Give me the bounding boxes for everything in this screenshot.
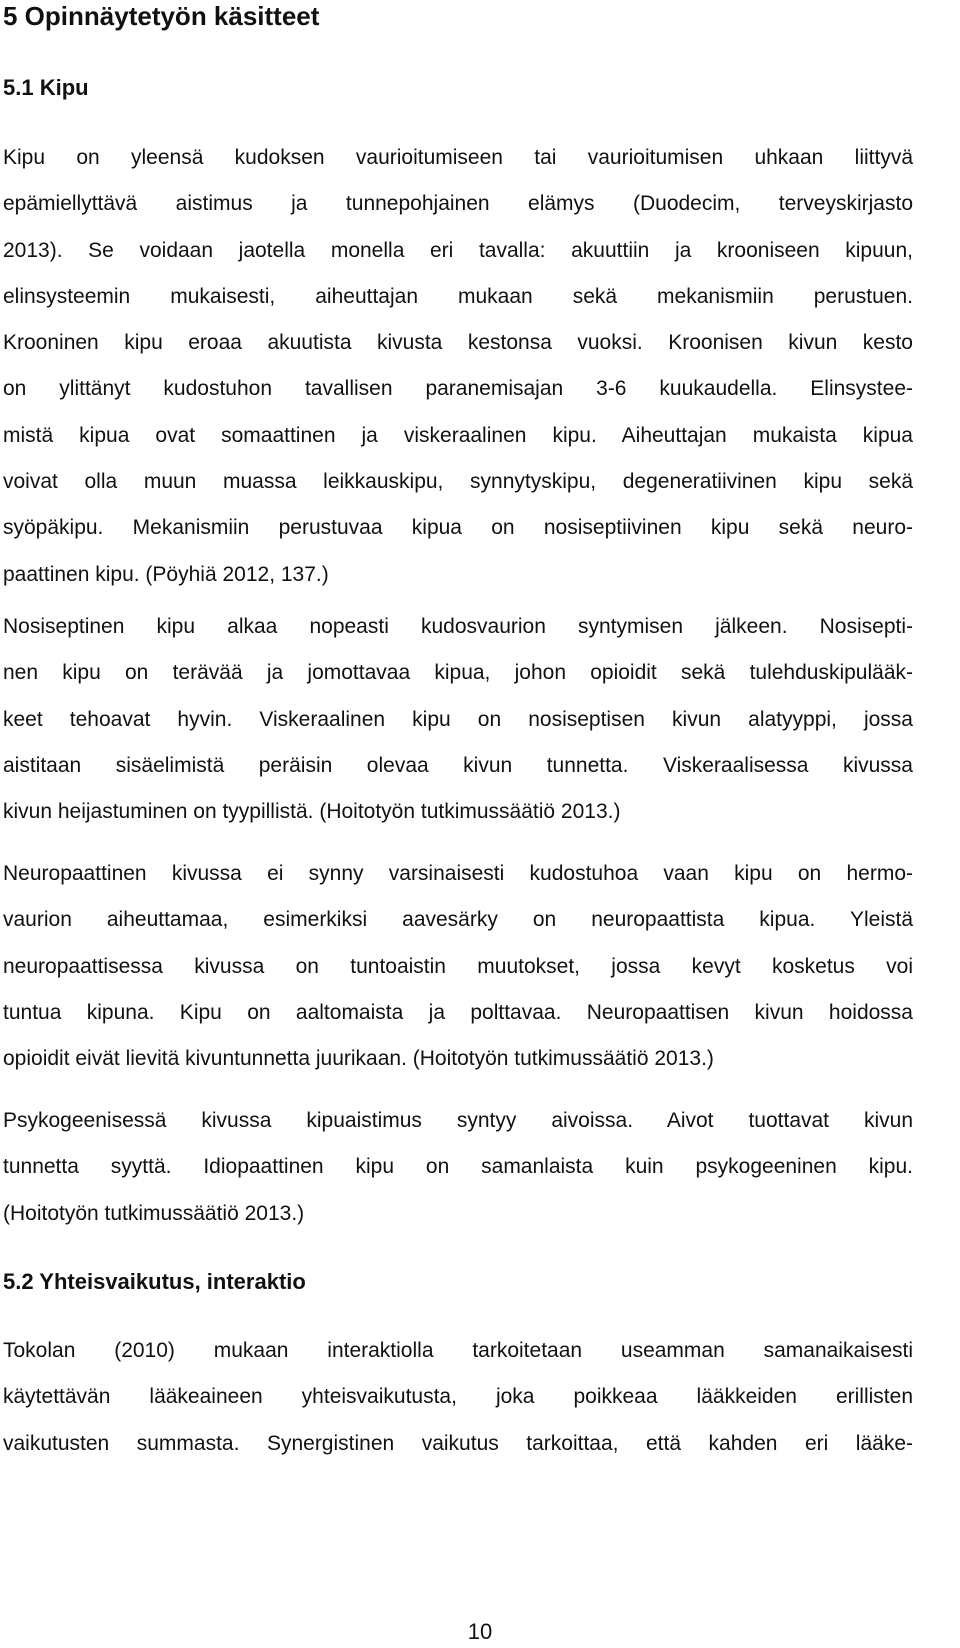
- text-line: Krooninen kipu eroaa akuutista kivusta kestonsa vuoksi. Kroonisen kivun kesto: [3, 331, 913, 355]
- text-line: 2013). Se voidaan jaotella monella eri tavalla: akuuttiin ja krooniseen kipuun,: [3, 238, 913, 262]
- text-line: aistitaan sisäelimistä peräisin olevaa kivun tunnetta. Viskeraalisessa kivussa: [3, 753, 913, 777]
- paragraph-nosiseptinen: [3, 604, 913, 835]
- section-heading-yhteisvaikutus: 5.2 Yhteisvaikutus, interaktio: [3, 1269, 306, 1294]
- text-line: voivat olla muun muassa leikkauskipu, synnytyskipu, degeneratiivinen kipu sekä: [3, 470, 913, 494]
- section-heading-kipu: 5.1 Kipu: [3, 75, 89, 100]
- text-line: käytettävän lääkeaineen yhteisvaikutusta, joka poikkeaa lääkkeiden erillisten: [3, 1385, 913, 1409]
- text-line: paattinen kipu. (Pöyhiä 2012, 137.): [3, 562, 329, 586]
- text-line: Tokolan (2010) mukaan interaktiolla tarkoitetaan useamman samanaikaisesti: [3, 1339, 913, 1362]
- text-line: tunnetta syyttä. Idiopaattinen kipu on samanlaista kuin psykogeeninen kipu.: [3, 1155, 913, 1179]
- text-line: opioidit eivät lievitä kivuntunnetta juurikaan. (Hoitotyön tutkimussäätiö 2013.): [3, 1047, 714, 1071]
- text-line: Neuropaattinen kivussa ei synny varsinaisesti kudostuhoa vaan kipu on hermo-: [3, 862, 913, 885]
- chapter-heading: 5 Opinnäytetyön käsitteet: [3, 1, 320, 31]
- text-line: elinsysteemin mukaisesti, aiheuttajan mukaan sekä mekanismiin perustuen.: [3, 284, 913, 308]
- text-line: neuropaattisessa kivussa on tuntoaistin muutokset, jossa kevyt kosketus voi: [3, 954, 913, 978]
- text-line: keet tehoavat hyvin. Viskeraalinen kipu on nosiseptisen kivun alatyyppi, jossa: [3, 707, 913, 731]
- text-line: Psykogeenisessä kivussa kipuaistimus syntyy aivoissa. Aivot tuottavat kivun: [3, 1109, 913, 1132]
- text-line: Kipu on yleensä kudoksen vaurioitumiseen tai vaurioitumisen uhkaan liittyvä: [3, 146, 913, 169]
- text-line: Nosiseptinen kipu alkaa nopeasti kudosvaurion syntymisen jälkeen. Nosisepti-: [3, 615, 913, 638]
- text-line: nen kipu on terävää ja jomottavaa kipua, johon opioidit sekä tulehduskipulääk-: [3, 661, 913, 685]
- text-line: kivun heijastuminen on tyypillistä. (Hoitotyön tutkimussäätiö 2013.): [3, 800, 621, 824]
- paragraph-kipu-definition: [3, 135, 913, 598]
- text-line: vaurion aiheuttamaa, esimerkiksi aavesärky on neuropaattista kipua. Yleistä: [3, 908, 913, 932]
- text-line: vaikutusten summasta. Synergistinen vaikutus tarkoittaa, että kahden eri lääke-: [3, 1431, 913, 1455]
- text-line: (Hoitotyön tutkimussäätiö 2013.): [3, 1201, 305, 1225]
- paragraph-psykogeeninen: [3, 1098, 913, 1237]
- paragraph-interaktio: [3, 1328, 913, 1467]
- text-line: epämiellyttävä aistimus ja tunnepohjainen elämys (Duodecim, terveyskirjasto: [3, 192, 913, 216]
- text-line: syöpäkipu. Mekanismiin perustuvaa kipua on nosiseptiivinen kipu sekä neuro-: [3, 516, 913, 540]
- text-line: on ylittänyt kudostuhon tavallisen paranemisajan 3-6 kuukaudella. Elinsystee-: [3, 377, 913, 401]
- text-line: mistä kipua ovat somaattinen ja viskeraalinen kipu. Aiheuttajan mukaista kipua: [3, 423, 913, 447]
- text-line: tuntua kipuna. Kipu on aaltomaista ja polttavaa. Neuropaattisen kivun hoidossa: [3, 1000, 913, 1024]
- paragraph-neuropaattinen: [3, 851, 913, 1082]
- page-number: 10: [467, 1619, 493, 1644]
